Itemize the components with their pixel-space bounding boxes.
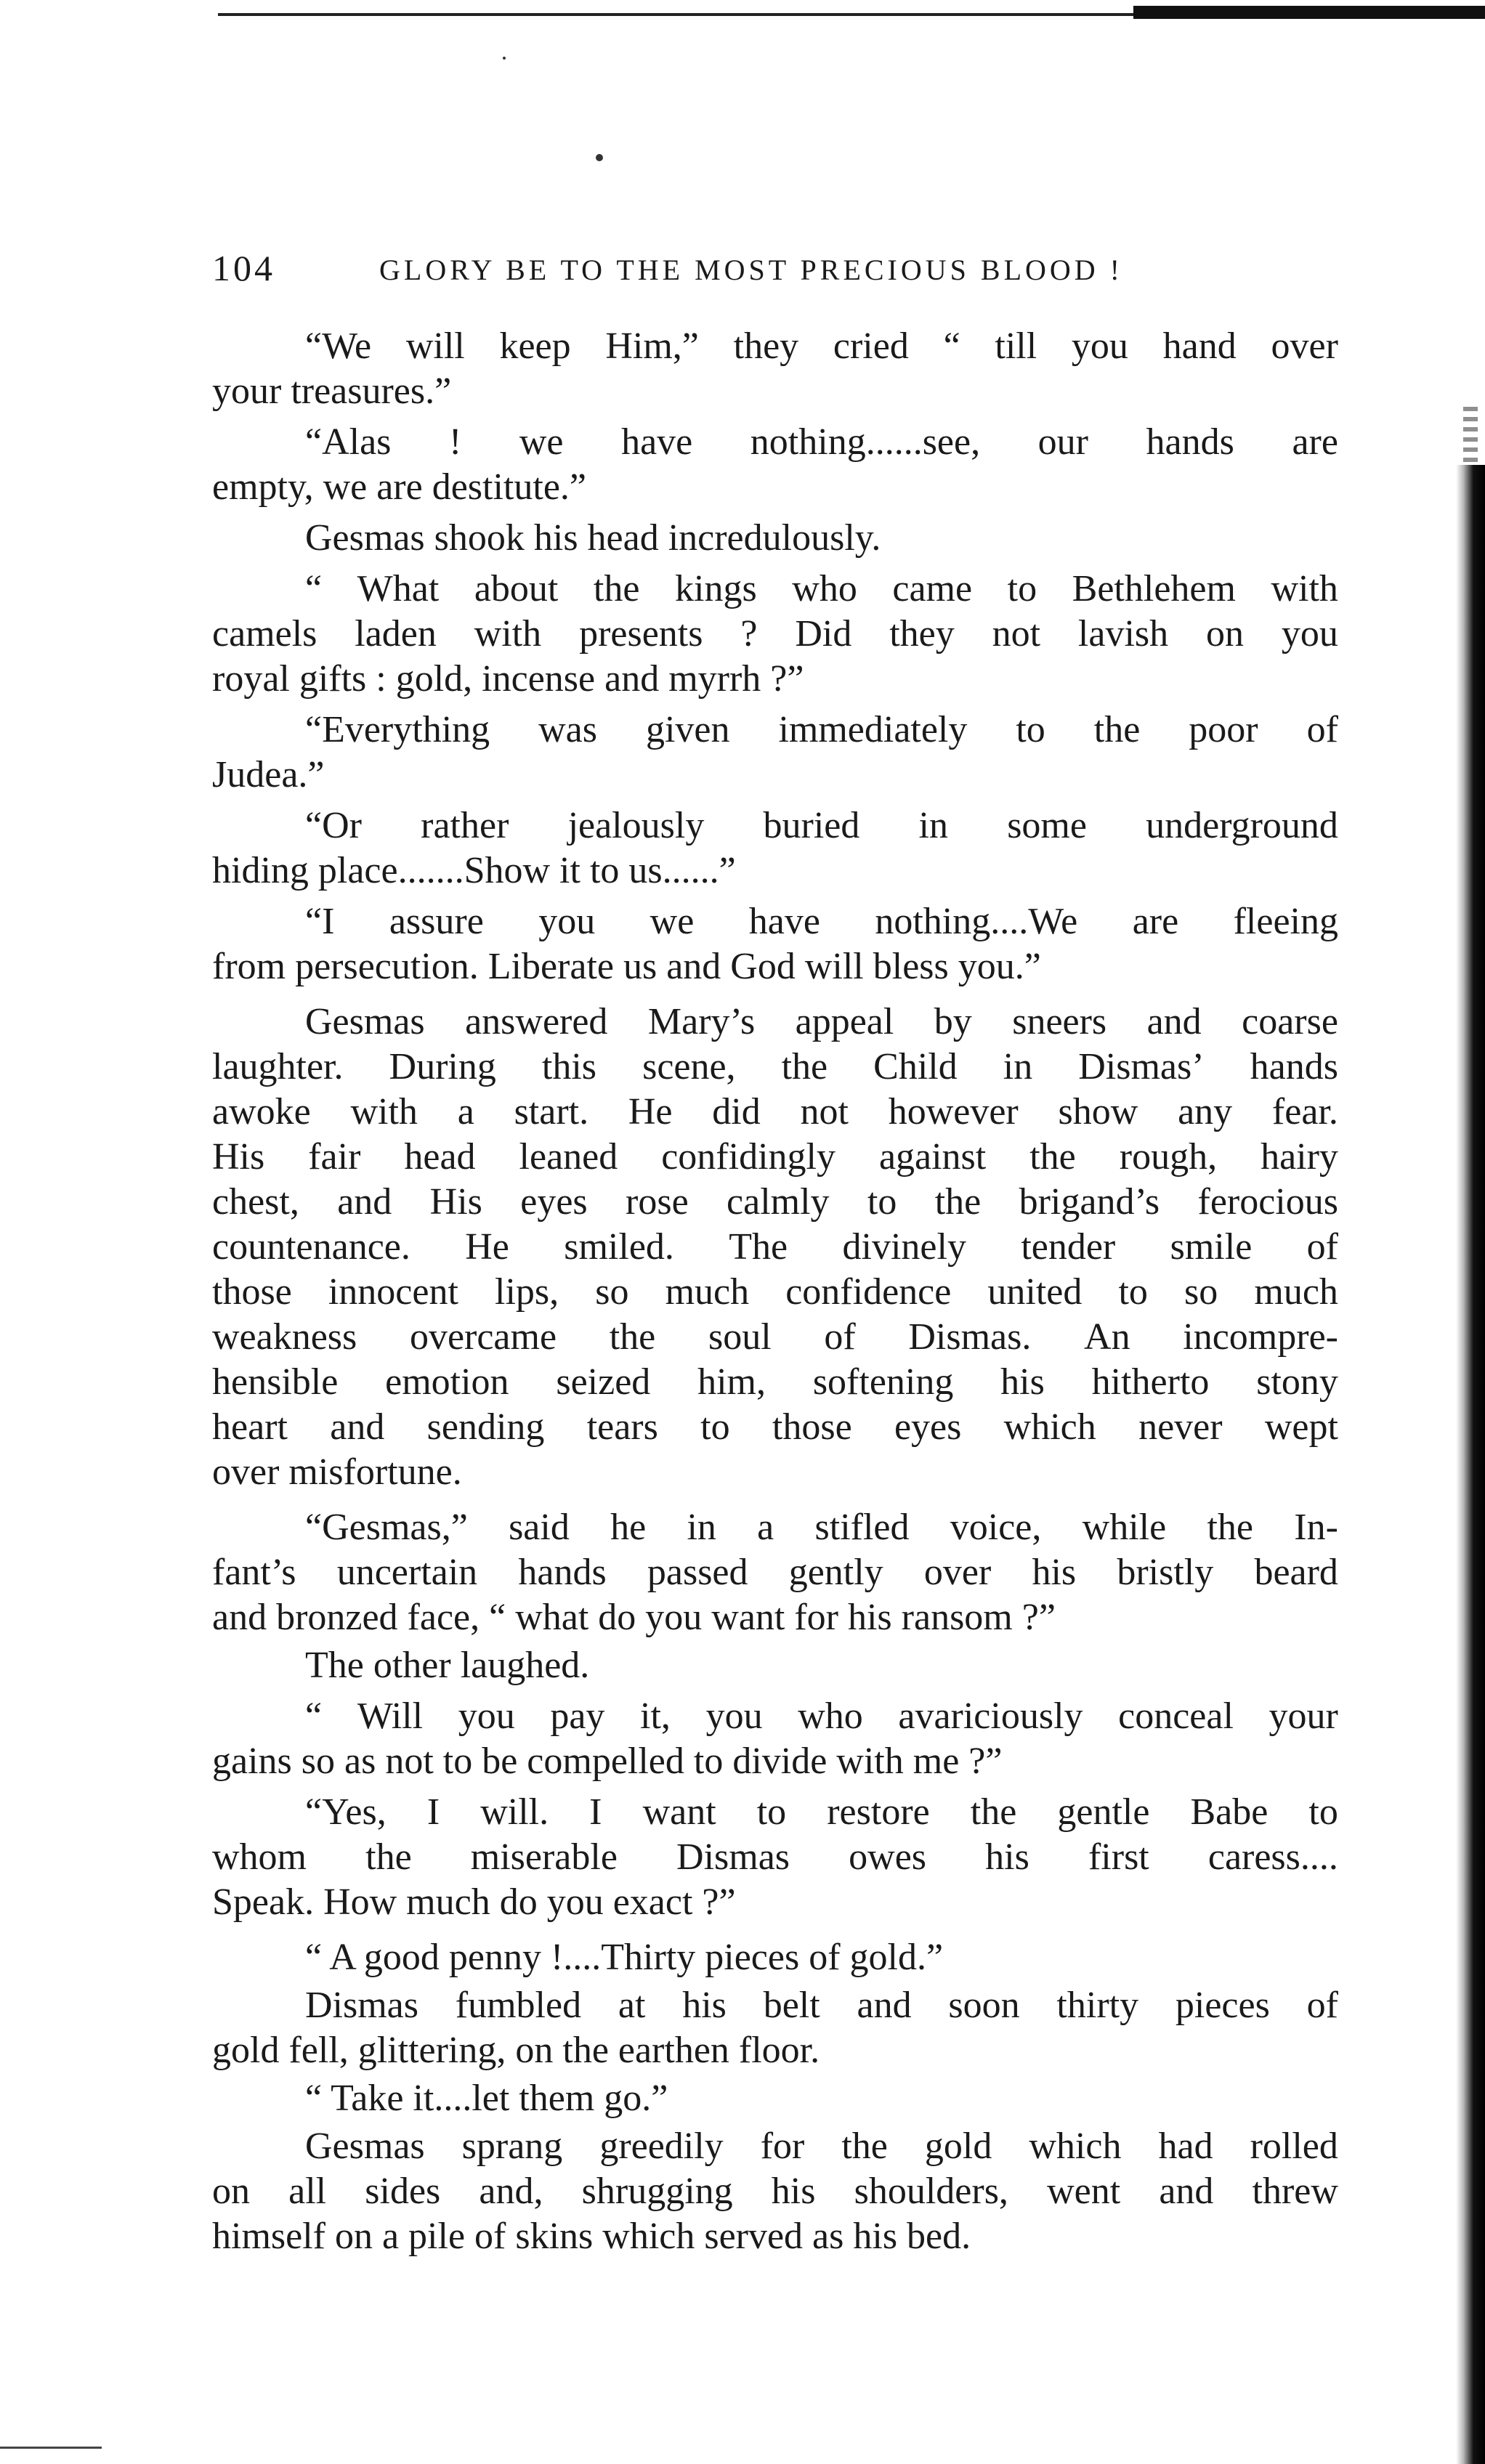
text-word: who: [798, 1695, 863, 1737]
text-line: and bronzed face, “ what do you want for his ransom ?”: [212, 1597, 1056, 1638]
text-word: calmly: [727, 1181, 830, 1223]
text-word: not: [992, 613, 1041, 654]
text-word: weakness: [212, 1316, 357, 1358]
line-gap: [212, 1784, 1338, 1790]
text-line: [212, 1045, 1338, 1090]
text-word: you: [1281, 613, 1338, 654]
text-word: confidence: [785, 1271, 952, 1313]
text-word: head: [404, 1136, 476, 1178]
text-word: assure: [389, 901, 484, 942]
text-line: [212, 2169, 1338, 2214]
text-word: In-: [1294, 1507, 1338, 1548]
text-word: pieces: [1175, 1985, 1270, 2026]
text-word: of: [1306, 709, 1338, 750]
text-word: to: [867, 1181, 897, 1223]
text-word: first: [1088, 1836, 1149, 1878]
text-line: over misfortune.: [212, 1451, 462, 1493]
text-word: start.: [514, 1091, 589, 1132]
text-line: “ Take it....let them go.”: [305, 2078, 668, 2119]
bottom-rule: [0, 2447, 102, 2449]
text-word: and: [330, 1406, 385, 1448]
text-word: rather: [421, 805, 509, 846]
text-line: [212, 420, 1338, 465]
text-word: Dismas’: [1078, 1046, 1205, 1087]
text-word: rose: [626, 1181, 689, 1223]
text-word: fear.: [1271, 1091, 1338, 1132]
text-word: went: [1047, 2171, 1121, 2212]
text-word: over: [1271, 325, 1338, 367]
text-line: [212, 803, 1338, 848]
text-word: at: [618, 1985, 646, 2026]
text-word: rough,: [1119, 1136, 1218, 1178]
text-word: “Everything: [305, 709, 490, 750]
text-word: fleeing: [1233, 901, 1338, 942]
text-word: divinely: [842, 1226, 966, 1268]
text-word: threw: [1252, 2171, 1338, 2212]
page-edge: [1456, 465, 1485, 2464]
text-word: to: [1308, 1791, 1338, 1833]
text-word: show: [1058, 1091, 1138, 1132]
text-word: they: [889, 613, 955, 654]
text-word: in: [918, 805, 948, 846]
text-word: those: [212, 1271, 292, 1313]
text-word: hand: [1162, 325, 1237, 367]
text-word: eyes: [520, 1181, 588, 1223]
text-word: sneers: [1012, 1001, 1107, 1042]
text-word: hands: [1250, 1046, 1338, 1087]
text-word: they: [733, 325, 799, 367]
text-line: hiding place.......Show it to us......”: [212, 850, 736, 891]
text-word: cried: [833, 325, 909, 367]
text-word: the: [593, 568, 640, 609]
text-word: the: [841, 2125, 888, 2167]
text-word: leaned: [519, 1136, 618, 1178]
text-word: hands: [1146, 421, 1234, 463]
text-word: Babe: [1190, 1791, 1268, 1833]
text-word: not: [800, 1091, 849, 1132]
text-word: seized: [556, 1361, 651, 1403]
text-word: tears: [586, 1406, 658, 1448]
text-word: shrugging: [581, 2171, 733, 2212]
text-word: “Alas: [305, 421, 392, 463]
text-word: gently: [788, 1552, 883, 1593]
text-word: we: [650, 901, 695, 942]
text-word: nothing......see,: [750, 421, 981, 463]
text-line: The other laughed.: [305, 1645, 590, 1686]
line-gap: [212, 1688, 1338, 1694]
text-word: immediately: [778, 709, 968, 750]
text-word: innocent: [328, 1271, 458, 1313]
text-word: “: [943, 325, 960, 367]
text-word: of: [1306, 1226, 1338, 1268]
text-word: will: [405, 325, 465, 367]
text-word: the: [365, 1836, 412, 1878]
text-word: Bethlehem: [1072, 568, 1236, 609]
text-line: [212, 612, 1338, 657]
text-word: have: [748, 901, 820, 942]
text-word: are: [1132, 901, 1179, 942]
text-word: heart: [212, 1406, 288, 1448]
text-word: to: [700, 1406, 730, 1448]
text-word: restore: [827, 1791, 930, 1833]
text-word: stifled: [814, 1507, 910, 1548]
text-word: brigand’s: [1019, 1181, 1160, 1223]
text-word: emotion: [385, 1361, 509, 1403]
text-word: awoke: [212, 1091, 311, 1132]
text-word: about: [474, 568, 559, 609]
text-word: the: [609, 1316, 656, 1358]
text-word: hitherto: [1091, 1361, 1210, 1403]
text-line: [212, 899, 1338, 944]
text-line: royal gifts : gold, incense and myrrh ?”: [212, 658, 804, 700]
text-word: Dismas: [305, 1985, 418, 2026]
text-word: laughter.: [212, 1046, 344, 1087]
text-word: in: [1003, 1046, 1033, 1087]
text-word: soon: [948, 1985, 1020, 2026]
text-word: voice,: [950, 1507, 1042, 1548]
text-line: [212, 1225, 1338, 1270]
line-gap: [212, 798, 1338, 803]
text-word: fumbled: [455, 1985, 582, 2026]
text-word: smile: [1170, 1226, 1253, 1268]
text-word: kings: [675, 568, 757, 609]
text-word: scene,: [642, 1046, 736, 1087]
text-word: Did: [795, 613, 852, 654]
text-word: said: [509, 1507, 570, 1548]
text-word: have: [621, 421, 693, 463]
text-word: Gesmas: [305, 2125, 425, 2167]
text-line: [212, 1505, 1338, 1550]
text-word: while: [1082, 1507, 1167, 1548]
text-word: we: [519, 421, 564, 463]
text-line: [212, 1405, 1338, 1450]
text-word: the: [1093, 709, 1141, 750]
text-word: and: [337, 1181, 392, 1223]
text-word: wept: [1264, 1406, 1338, 1448]
text-word: stony: [1256, 1361, 1338, 1403]
text-line: [212, 324, 1338, 369]
text-word: !: [448, 421, 462, 463]
text-word: During: [389, 1046, 496, 1087]
text-word: the: [1207, 1507, 1253, 1548]
text-word: buried: [763, 805, 860, 846]
text-word: thirty: [1056, 1985, 1139, 2026]
text-word: Dismas: [676, 1836, 790, 1878]
text-word: over: [923, 1552, 992, 1593]
text-word: a: [757, 1507, 774, 1548]
text-word: which: [1003, 1406, 1096, 1448]
text-word: by: [934, 1001, 972, 1042]
text-word: to: [1118, 1271, 1148, 1313]
text-word: chest,: [212, 1181, 299, 1223]
top-rule-thick: [1133, 6, 1485, 19]
text-word: the: [781, 1046, 828, 1087]
text-word: Will: [357, 1695, 424, 1737]
text-word: sprang: [461, 2125, 563, 2167]
text-word: greedily: [599, 2125, 724, 2167]
text-word: belt: [763, 1985, 820, 2026]
page-number: 104: [212, 248, 275, 288]
text-word: I: [426, 1791, 440, 1833]
text-word: ?: [740, 613, 758, 654]
text-line: empty, we are destitute.”: [212, 466, 586, 508]
text-word: Child: [873, 1046, 958, 1087]
text-word: any: [1178, 1091, 1233, 1132]
text-word: those: [772, 1406, 852, 1448]
text-line: [212, 1270, 1338, 1315]
text-word: eyes: [894, 1406, 962, 1448]
text-word: to: [1016, 709, 1045, 750]
text-word: fair: [308, 1136, 361, 1178]
text-word: camels: [212, 613, 317, 654]
text-word: “Gesmas,”: [305, 1507, 468, 1548]
text-word: nothing....We: [875, 901, 1078, 942]
text-word: will.: [480, 1791, 549, 1833]
text-word: our: [1037, 421, 1088, 463]
text-word: the: [934, 1181, 982, 1223]
text-word: him,: [697, 1361, 766, 1403]
text-word: lavish: [1077, 613, 1169, 654]
text-word: The: [729, 1226, 788, 1268]
text-word: ferocious: [1197, 1181, 1338, 1223]
text-word: till: [995, 325, 1037, 367]
text-word: Gesmas: [305, 1001, 425, 1042]
text-word: you: [705, 1695, 763, 1737]
text-word: much: [665, 1271, 750, 1313]
text-word: confidingly: [661, 1136, 835, 1178]
text-word: sending: [426, 1406, 545, 1448]
text-word: it,: [640, 1695, 671, 1737]
text-word: hairy: [1261, 1136, 1338, 1178]
text-word: laden: [355, 613, 437, 654]
text-word: the: [1029, 1136, 1076, 1178]
text-word: avariciously: [898, 1695, 1083, 1737]
text-word: keep: [499, 325, 571, 367]
text-word: owes: [849, 1836, 927, 1878]
text-word: of: [1306, 1985, 1338, 2026]
text-word: with: [474, 613, 542, 654]
text-word: answered: [465, 1001, 608, 1042]
text-word: incompre-: [1183, 1316, 1338, 1358]
text-word: a: [457, 1091, 474, 1132]
text-line: gold fell, glittering, on the earthen floor.: [212, 2030, 820, 2071]
text-line: [212, 1315, 1338, 1360]
speck: [503, 57, 506, 60]
text-word: with: [1271, 568, 1338, 609]
text-word: with: [350, 1091, 418, 1132]
text-word: united: [987, 1271, 1083, 1313]
text-word: on: [212, 2171, 250, 2212]
text-word: What: [357, 568, 440, 609]
text-word: presents: [579, 613, 703, 654]
line-gap: [212, 1495, 1338, 1505]
text-line: [212, 1360, 1338, 1405]
text-line: gains so as not to be compelled to divide with me ?”: [212, 1740, 1003, 1782]
text-word: his: [985, 1836, 1029, 1878]
text-word: gold: [924, 2125, 992, 2167]
text-word: had: [1158, 2125, 1213, 2167]
text-word: underground: [1146, 805, 1338, 846]
text-line: [212, 1090, 1338, 1135]
text-word: rolled: [1250, 2125, 1338, 2167]
text-word: want: [642, 1791, 716, 1833]
text-word: to: [1007, 568, 1037, 609]
text-word: An: [1084, 1316, 1130, 1358]
text-word: tender: [1021, 1226, 1116, 1268]
text-word: Him,”: [605, 325, 699, 367]
text-word: countenance.: [212, 1226, 410, 1268]
text-word: was: [538, 709, 597, 750]
text-word: His: [212, 1136, 265, 1178]
text-word: beard: [1254, 1552, 1338, 1593]
text-word: this: [541, 1046, 597, 1087]
text-word: he: [610, 1507, 647, 1548]
line-gap: [212, 702, 1338, 708]
line-gap: [212, 893, 1338, 899]
text-word: whom: [212, 1836, 307, 1878]
text-word: appeal: [795, 1001, 894, 1042]
text-line: Judea.”: [212, 754, 325, 795]
text-word: hands: [518, 1552, 607, 1593]
text-word: you: [1071, 325, 1128, 367]
text-word: and: [857, 1985, 912, 2026]
text-word: so: [1184, 1271, 1218, 1313]
text-word: much: [1254, 1271, 1338, 1313]
running-title: GLORY BE TO THE MOST PRECIOUS BLOOD !: [379, 254, 1123, 286]
text-line: your treasures.”: [212, 370, 452, 412]
text-word: which: [1029, 2125, 1122, 2167]
body-text: [212, 324, 1338, 2259]
line-gap: [212, 1925, 1338, 1935]
text-word: his: [682, 1985, 727, 2026]
text-line: [212, 1835, 1338, 1880]
text-word: on: [1206, 613, 1245, 654]
line-gap: [212, 561, 1338, 567]
text-word: passed: [647, 1552, 748, 1593]
text-word: overcame: [409, 1316, 557, 1358]
text-word: “: [305, 1695, 323, 1737]
text-word: did: [712, 1091, 761, 1132]
text-line: [212, 1694, 1338, 1739]
text-word: He: [628, 1091, 673, 1132]
text-word: caress....: [1207, 1836, 1338, 1878]
text-line: [212, 1790, 1338, 1835]
text-word: you: [458, 1695, 515, 1737]
line-gap: [212, 510, 1338, 516]
text-line: [212, 1180, 1338, 1225]
text-word: pay: [550, 1695, 605, 1737]
text-word: “: [305, 568, 323, 609]
text-word: poor: [1189, 709, 1258, 750]
text-word: “Or: [305, 805, 362, 846]
text-word: so: [595, 1271, 629, 1313]
text-line: Speak. How much do you exact ?”: [212, 1881, 736, 1923]
text-line: [212, 567, 1338, 612]
text-word: “We: [305, 325, 372, 367]
text-word: softening: [812, 1361, 954, 1403]
text-word: soul: [708, 1316, 772, 1358]
text-word: and,: [479, 2171, 543, 2212]
text-word: conceal: [1118, 1695, 1234, 1737]
text-line: [212, 1983, 1338, 2028]
line-gap: [212, 414, 1338, 420]
text-word: against: [878, 1136, 987, 1178]
speck: [596, 154, 603, 161]
text-line: Gesmas shook his head incredulously.: [305, 517, 881, 559]
text-word: never: [1138, 1406, 1223, 1448]
line-gap: [212, 989, 1338, 1000]
text-word: jealously: [567, 805, 705, 846]
text-word: hensible: [212, 1361, 339, 1403]
text-line: [212, 708, 1338, 753]
text-word: I: [589, 1791, 602, 1833]
text-word: and: [1159, 2171, 1214, 2212]
text-word: the: [970, 1791, 1017, 1833]
text-line: [212, 1550, 1338, 1595]
running-head: [212, 247, 1194, 305]
text-word: came: [892, 568, 973, 609]
text-word: His: [429, 1181, 482, 1223]
text-word: of: [824, 1316, 856, 1358]
text-word: lips,: [495, 1271, 559, 1313]
text-word: uncertain: [336, 1552, 478, 1593]
text-word: miserable: [470, 1836, 618, 1878]
text-word: who: [792, 568, 857, 609]
text-word: coarse: [1242, 1001, 1338, 1042]
text-word: fant’s: [212, 1552, 296, 1593]
text-word: you: [538, 901, 596, 942]
text-line: from persecution. Liberate us and God will bless you.”: [212, 946, 1041, 987]
text-word: however: [888, 1091, 1019, 1132]
text-word: He: [465, 1226, 509, 1268]
text-word: “I: [305, 901, 335, 942]
text-word: sides: [365, 2171, 441, 2212]
text-word: his: [1000, 1361, 1045, 1403]
text-line: [212, 2124, 1338, 2169]
text-line: [212, 1135, 1338, 1180]
text-word: and: [1146, 1001, 1202, 1042]
text-word: all: [288, 2171, 327, 2212]
text-word: some: [1007, 805, 1087, 846]
text-word: your: [1268, 1695, 1338, 1737]
text-word: bristly: [1117, 1552, 1214, 1593]
text-word: smiled.: [564, 1226, 674, 1268]
text-word: given: [645, 709, 730, 750]
text-word: in: [687, 1507, 716, 1548]
text-word: to: [756, 1791, 787, 1833]
text-word: his: [771, 2171, 816, 2212]
text-line: “ A good penny !....Thirty pieces of gold.”: [305, 1937, 944, 1978]
text-line: [212, 1000, 1338, 1045]
text-word: Dismas.: [908, 1316, 1032, 1358]
text-word: for: [760, 2125, 805, 2167]
text-word: shoulders,: [854, 2171, 1008, 2212]
text-word: his: [1032, 1552, 1077, 1593]
text-word: gentle: [1057, 1791, 1150, 1833]
text-word: Mary’s: [647, 1001, 756, 1042]
text-word: “Yes,: [305, 1791, 387, 1833]
text-line: himself on a pile of skins which served as his bed.: [212, 2216, 971, 2257]
text-word: are: [1292, 421, 1338, 463]
